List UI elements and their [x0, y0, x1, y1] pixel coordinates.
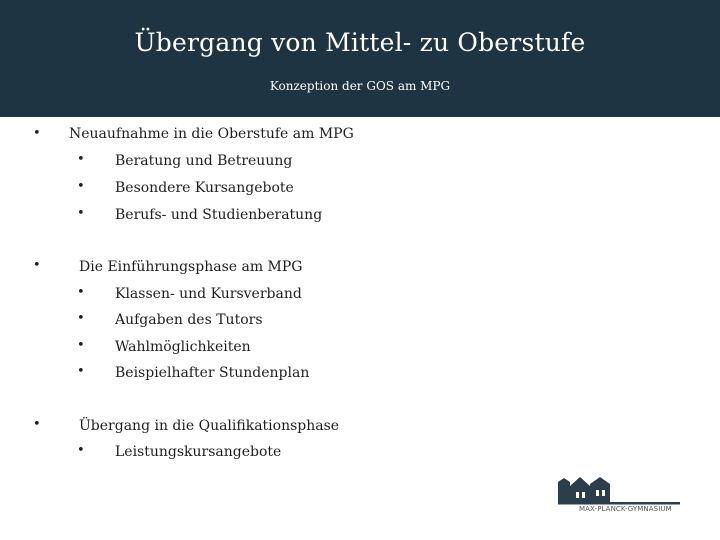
- bullet-icon: •: [77, 179, 85, 194]
- bullet-icon: •: [33, 417, 41, 432]
- bullet-icon: •: [77, 206, 85, 221]
- bullet-icon: •: [33, 126, 41, 141]
- list-item: Besondere Kursangebote: [115, 180, 294, 196]
- section-heading: Die Einführungsphase am MPG: [79, 259, 303, 275]
- list-item: Berufs- und Studienberatung: [115, 207, 323, 223]
- bullet-icon: •: [33, 258, 41, 273]
- slide-subtitle: Konzeption der GOS am MPG: [269, 79, 451, 93]
- list-item: Wahlmöglichkeiten: [115, 339, 251, 355]
- bullet-icon: •: [77, 338, 85, 353]
- school-logo-text: MAX-PLANCK-GYMNASIUM: [579, 505, 672, 513]
- list-item: Klassen- und Kursverband: [115, 286, 302, 302]
- bullet-icon: •: [77, 443, 85, 458]
- list-item: Beispielhafter Stundenplan: [115, 365, 310, 381]
- section-heading: Neuaufnahme in die Oberstufe am MPG: [69, 126, 354, 142]
- list-item: Leistungskursangebote: [115, 444, 282, 460]
- bullet-icon: •: [77, 364, 85, 379]
- bullet-icon: •: [77, 152, 85, 167]
- list-item: Aufgaben des Tutors: [115, 312, 263, 328]
- slide-title: Übergang von Mittel- zu Oberstufe: [134, 28, 586, 57]
- title-banner: [0, 0, 720, 117]
- section-heading: Übergang in die Qualifikationsphase: [79, 418, 340, 434]
- bullet-icon: •: [77, 311, 85, 326]
- list-item: Beratung und Betreuung: [115, 153, 293, 169]
- bullet-icon: •: [77, 285, 85, 300]
